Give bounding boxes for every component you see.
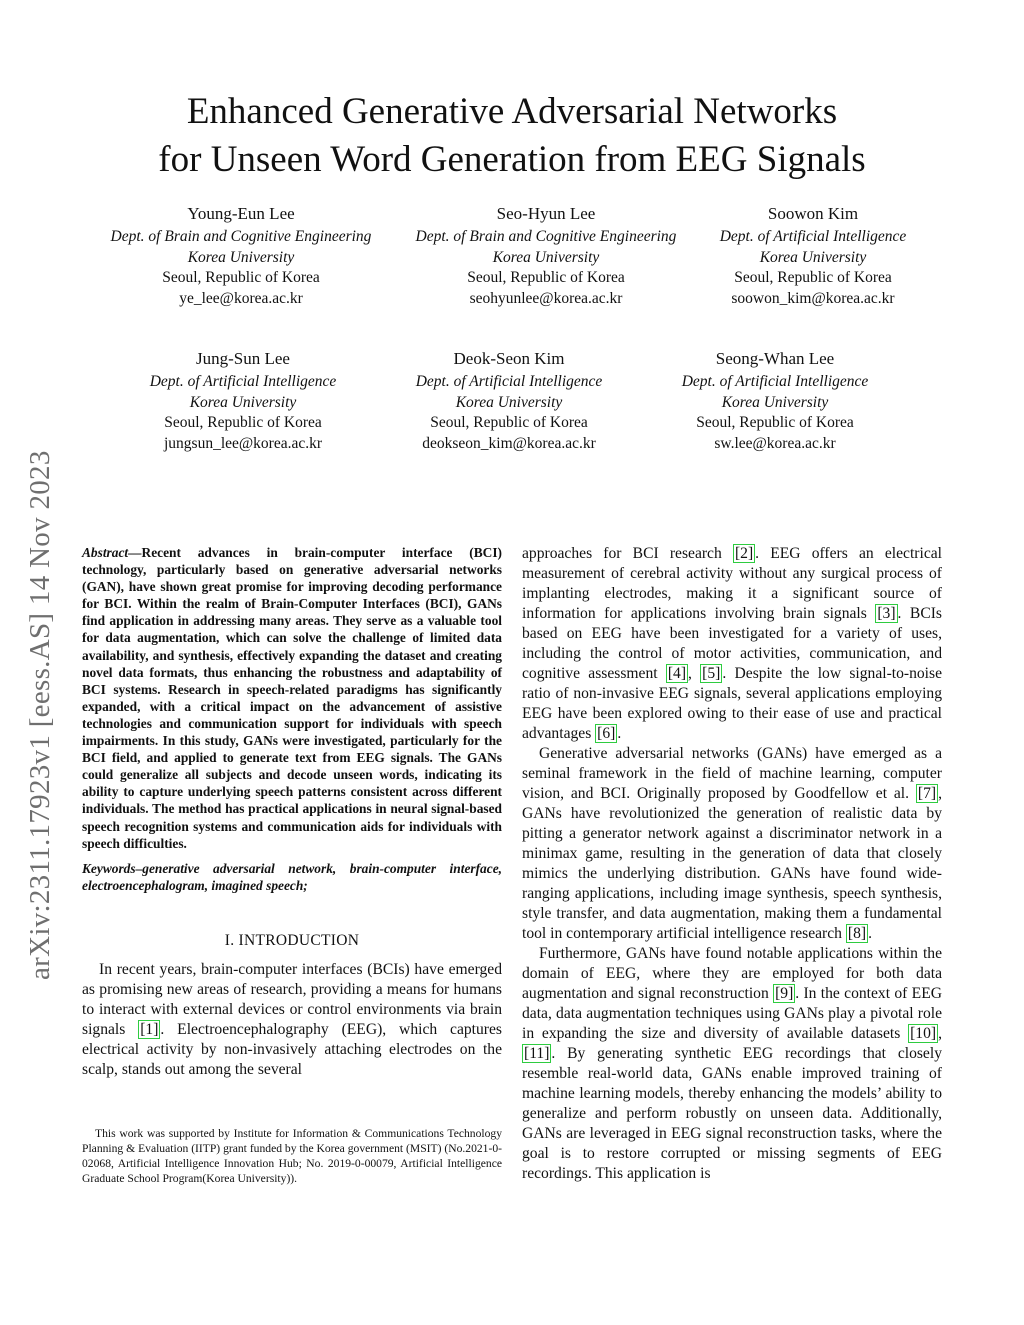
- body-paragraph: [522, 744, 942, 944]
- citation-link[interactable]: [11]: [524, 1045, 550, 1062]
- author-block: [91, 203, 391, 309]
- author-city: Seoul, Republic of Korea: [430, 414, 588, 432]
- section-heading-introduction: I. INTRODUCTION: [224, 931, 360, 949]
- author-dept: Dept. of Brain and Cognitive Engineering: [110, 228, 372, 245]
- text-run: . By generating synthetic EEG recordings that closely resemble real-world data, GANs enable improved training of machine learning models, thereby enhancing the models’ ability to generalize and perform robustly on unseen data. Additionally, GANs are leveraged in EEG signal reconstruction tasks, where the goal is to restore corrupted or missing segments of EEG recordings. This application is: [522, 1045, 942, 1182]
- citation-link[interactable]: [8]: [847, 925, 867, 942]
- body-paragraph: [522, 544, 942, 744]
- text-run: approaches for BCI research: [522, 545, 733, 562]
- title-line-1: Enhanced Generative Adversarial Networks: [186, 91, 838, 132]
- arxiv-identifier: arXiv:2311.17923v1 [eess.AS] 14 Nov 2023: [24, 450, 56, 980]
- author-city: Seoul, Republic of Korea: [162, 269, 320, 287]
- left-column: [82, 544, 502, 1080]
- author-city: Seoul, Republic of Korea: [467, 269, 625, 287]
- body-paragraph: [522, 944, 942, 1184]
- author-email: ye_lee@korea.ac.kr: [179, 289, 303, 307]
- citation-link[interactable]: [9]: [775, 985, 794, 1002]
- text-run: . BCIs based on EEG have been investigated for a variety of uses, including the control of motor activities, communication, and cognitive assessment: [522, 605, 942, 682]
- keywords: Keywords–generative adversarial network, brain-computer interface, electroencephalogram, imagined speech;: [82, 860, 502, 893]
- author-block: [663, 203, 963, 309]
- author-block: [396, 203, 696, 309]
- author-university: Korea University: [455, 393, 563, 411]
- author-dept: Dept. of Artificial Intelligence: [719, 228, 907, 245]
- author-email: seohyunlee@korea.ac.kr: [469, 289, 623, 307]
- author-university: Korea University: [492, 248, 600, 266]
- paper-title: [80, 88, 944, 184]
- citation-link[interactable]: [5]: [702, 665, 721, 682]
- author-dept: Dept. of Artificial Intelligence: [681, 373, 869, 390]
- author-name: Deok-Seon Kim: [453, 349, 565, 368]
- text-run: . In the context of EEG data, data augmentation techniques using GANs play a pivotal role in expanding the size and diversity of available datasets: [522, 985, 942, 1042]
- author-block: [93, 348, 393, 454]
- author-city: Seoul, Republic of Korea: [164, 414, 322, 432]
- text-run: . Electroencephalography (EEG), which captures electrical activity by non-invasively attaching electrodes on the scalp, stands out among the several: [82, 1020, 502, 1078]
- abstract-label: Abstract—: [82, 545, 142, 560]
- text-run: , GANs have revolutionized the generation of realistic data by pitting a generator network against a discriminator network in a minimax game, resulting in the generation of data that closely mimics the underlying distribution. GANs have found wide-ranging applications, including image synthesis, speech synthesis, style transfer, and data augmentation, making them a fundamental tool in contemporary artificial intelligence research: [522, 785, 942, 942]
- author-university: Korea University: [721, 393, 829, 411]
- text-run: .: [868, 925, 872, 942]
- text-run: In recent years, brain-computer interfaces (BCIs) have emerged as promising new areas of research, providing a means for humans to interact with external devices or control environments via brain signals: [82, 960, 502, 1038]
- author-email: soowon_kim@korea.ac.kr: [731, 289, 895, 307]
- author-block: [359, 348, 659, 454]
- author-city: Seoul, Republic of Korea: [696, 414, 854, 432]
- text-run: . EEG offers an electrical measurement of cerebral activity without any surgical process of implanting electrodes, making it a significant source of information for applications involving brain signals: [522, 545, 943, 622]
- abstract-text: Recent advances in brain-computer interface (BCI) technology, particularly based on generative adversarial networks (GAN), have shown great promise for improving decoding performance for BCI. Within the realm of Brain-Computer Interfaces (BCI), GANs find application in addressing many areas. They serve as a valuable tool for data augmentation, which can solve the challenge of limited data availability, and synthesis, effectively expanding the dataset and creating novel data formats, thus enhancing the robustness and adaptability of BCI systems. Research in speech-related paradigms has significantly expanded, with a critical impact on the advancement of assistive technologies and communication support for individuals with speech impairments. In this study, GANs were investigated, particularly for the BCI field, and applied to generate text from EEG signals. The GANs could generalize all subjects and decode unseen words, indicating its ability to capture underlying speech patterns consistent across different individuals. The method has practical applications in neural signal-based speech recognition systems and communication aids for individuals with speech difficulties.: [82, 545, 502, 851]
- text-run: ,: [688, 665, 701, 682]
- author-university: Korea University: [187, 248, 295, 266]
- text-run: Furthermore, GANs have found notable applications within the domain of EEG, where they are employed for both data augmentation and signal reconstruction: [522, 945, 942, 1002]
- citation-link[interactable]: [2]: [734, 545, 754, 562]
- text-run: . Despite the low signal-to-noise ratio of non-invasive EEG signals, several applications employing EEG have been explored owing to their ease of use and practical advantages: [522, 665, 943, 742]
- citation-link[interactable]: [7]: [917, 785, 937, 802]
- funding-footnote: This work was supported by Institute for Information & Communications Technology Planning & Evaluation (IITP) grant funded by the Korea government (MSIT) (No.2021-0-02068, Artificial Intelligence Innovation Hub; No. 2019-0-00079, Artificial Intelligence Graduate School Program(Korea University)).: [82, 1127, 502, 1185]
- author-university: Korea University: [189, 393, 297, 411]
- title-line-2: for Unseen Word Generation from EEG Signals: [158, 139, 866, 180]
- abstract: [82, 544, 502, 852]
- text-run: .: [617, 725, 622, 742]
- citation-link[interactable]: [4]: [667, 665, 687, 682]
- author-dept: Dept. of Brain and Cognitive Engineering: [415, 228, 677, 245]
- author-city: Seoul, Republic of Korea: [734, 269, 892, 287]
- citation-link[interactable]: [6]: [597, 725, 616, 742]
- author-name: Seong-Whan Lee: [715, 349, 835, 368]
- author-dept: Dept. of Artificial Intelligence: [149, 373, 337, 390]
- right-column: [522, 544, 942, 1184]
- citation-link[interactable]: [10]: [910, 1025, 937, 1042]
- author-block: [625, 348, 925, 454]
- intro-paragraph: [82, 960, 502, 1080]
- author-dept: Dept. of Artificial Intelligence: [415, 373, 603, 390]
- author-name: Seo-Hyun Lee: [496, 204, 596, 223]
- author-email: sw.lee@korea.ac.kr: [714, 434, 836, 452]
- author-university: Korea University: [759, 248, 867, 266]
- text-run: ,: [938, 1025, 942, 1042]
- author-name: Jung-Sun Lee: [196, 349, 290, 368]
- author-email: jungsun_lee@korea.ac.kr: [163, 434, 323, 452]
- author-email: deokseon_kim@korea.ac.kr: [422, 434, 596, 452]
- citation-link[interactable]: [3]: [877, 605, 896, 622]
- author-name: Soowon Kim: [767, 204, 859, 223]
- author-name: Young-Eun Lee: [187, 204, 295, 223]
- text-run: Generative adversarial networks (GANs) have emerged as a seminal framework in the field of machine learning, computer vision, and BCI. Originally proposed by Goodfellow et al.: [522, 745, 942, 802]
- citation-link[interactable]: [1]: [140, 1020, 159, 1038]
